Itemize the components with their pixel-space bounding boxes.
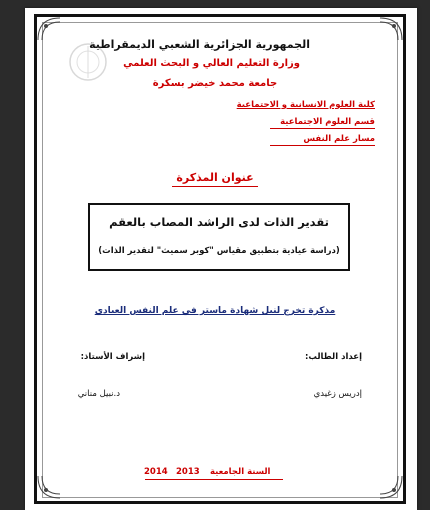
college-line: كلية العلوم الانسانية و الاجتماعية: [236, 100, 375, 110]
supervisor-name: د.نبيل مناني: [77, 389, 120, 399]
student-name: إدريس زغيدي: [313, 389, 362, 399]
department-underline: [270, 128, 375, 129]
republic-line: الجمهورية الجزائرية الشعبي الديمقراطية: [89, 38, 310, 51]
thesis-heading-underline: [172, 186, 258, 187]
corner-ornament-icon: [378, 16, 404, 42]
thesis-purpose: مذكرة تخرج لنيل شهادة ماستر في علم النفس العيادي: [94, 306, 336, 316]
department-line: قسم العلوم الاجتماعية: [280, 117, 375, 127]
university-logo: [66, 38, 110, 92]
track-underline: [270, 145, 375, 146]
thesis-title: تقدير الذات لدى الراشد المصاب بالعقم: [109, 215, 329, 229]
corner-ornament-icon: [36, 16, 62, 42]
ministry-line: وزارة التعليم العالي و البحث العلمي: [123, 58, 300, 69]
year-end: 2014: [144, 467, 168, 477]
track-line: مسار علم النفس: [303, 134, 375, 144]
thesis-subtitle: (دراسة عيادية بتطبيق مقياس "كوبر سميث" لتقدير الذات): [98, 246, 340, 256]
student-label: إعداد الطالب:: [304, 352, 362, 362]
year-label: السنة الجامعية: [210, 467, 271, 477]
corner-ornament-icon: [36, 474, 62, 500]
university-line: جامعة محمد خيضر بسكرة: [152, 78, 278, 89]
corner-ornament-icon: [378, 474, 404, 500]
title-box: [88, 203, 350, 271]
supervisor-label: إشراف الأستاذ:: [80, 352, 145, 362]
year-start: 2013: [176, 467, 200, 477]
thesis-heading: عنوان المذكرة: [176, 171, 254, 184]
year-underline: [145, 479, 283, 480]
